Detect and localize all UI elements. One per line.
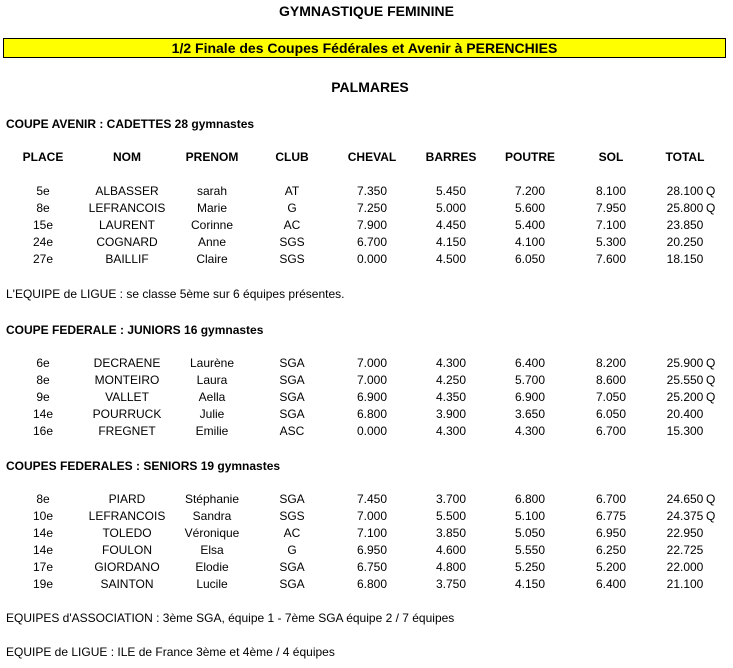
cell-barres: 3.850 xyxy=(435,526,467,540)
cell-club: SGA xyxy=(279,560,305,574)
qualified-mark: Q xyxy=(706,356,716,370)
cell-barres: 4.300 xyxy=(435,424,467,438)
cell-total: 20.250 xyxy=(666,235,704,249)
cell-club: G xyxy=(287,201,297,215)
cell-poutre: 5.400 xyxy=(514,218,546,232)
cell-prenom: Laurène xyxy=(189,356,235,370)
column-header-nom: NOM xyxy=(113,150,141,164)
page-title: GYMNASTIQUE FEMININE xyxy=(278,3,454,19)
column-header-barres: BARRES xyxy=(425,150,477,164)
cell-nom: GIORDANO xyxy=(94,560,160,574)
cell-barres: 4.450 xyxy=(435,218,467,232)
cell-place: 24e xyxy=(32,235,54,249)
cell-cheval: 7.000 xyxy=(356,356,388,370)
column-header-poutre: POUTRE xyxy=(504,150,555,164)
cell-sol: 6.700 xyxy=(595,424,627,438)
cell-cheval: 0.000 xyxy=(356,424,388,438)
cell-prenom: Sandra xyxy=(192,509,232,523)
cell-barres: 5.000 xyxy=(435,201,467,215)
cell-poutre: 6.400 xyxy=(514,356,546,370)
cell-sol: 6.775 xyxy=(595,509,627,523)
cell-nom: FOULON xyxy=(101,543,152,557)
cell-place: 27e xyxy=(32,252,54,266)
cell-sol: 5.200 xyxy=(595,560,627,574)
cell-nom: TOLEDO xyxy=(102,526,152,540)
cell-poutre: 5.600 xyxy=(514,201,546,215)
cell-cheval: 7.350 xyxy=(356,184,388,198)
cell-nom: FREGNET xyxy=(98,424,156,438)
palmares-heading: PALMARES xyxy=(331,79,409,95)
cell-cheval: 7.100 xyxy=(356,526,388,540)
cell-club: SGA xyxy=(279,407,305,421)
cell-sol: 7.100 xyxy=(595,218,627,232)
cell-place: 16e xyxy=(32,424,54,438)
cell-club: SGS xyxy=(279,235,305,249)
cell-barres: 4.350 xyxy=(435,390,467,404)
cell-total: 18.150 xyxy=(666,252,704,266)
cell-cheval: 7.250 xyxy=(356,201,388,215)
cell-total: 28.100 xyxy=(666,184,704,198)
cell-barres: 4.300 xyxy=(435,356,467,370)
cell-total: 23.850 xyxy=(666,218,704,232)
cell-sol: 8.100 xyxy=(595,184,627,198)
cell-nom: DECRAENE xyxy=(93,356,161,370)
cell-club: AT xyxy=(284,184,300,198)
cell-cheval: 6.750 xyxy=(356,560,388,574)
cell-total: 22.950 xyxy=(666,526,704,540)
cell-barres: 5.500 xyxy=(435,509,467,523)
cell-sol: 6.050 xyxy=(595,407,627,421)
cell-cheval: 6.800 xyxy=(356,577,388,591)
cell-nom: SAINTON xyxy=(100,577,154,591)
qualified-mark: Q xyxy=(706,201,716,215)
cell-nom: ALBASSER xyxy=(95,184,159,198)
cell-club: SGA xyxy=(279,577,305,591)
cell-cheval: 7.900 xyxy=(356,218,388,232)
association-teams-note: EQUIPES d'ASSOCIATION : 3ème SGA, équipe 1 - 7ème SGA équipe 2 / 7 équipes xyxy=(6,611,455,625)
cell-place: 6e xyxy=(36,356,50,370)
cell-club: ASC xyxy=(279,424,305,438)
cell-total: 24.650 xyxy=(666,492,704,506)
cell-total: 21.100 xyxy=(666,577,704,591)
cell-cheval: 6.700 xyxy=(356,235,388,249)
cell-sol: 7.050 xyxy=(595,390,627,404)
cell-poutre: 3.650 xyxy=(514,407,546,421)
cell-total: 20.400 xyxy=(666,407,704,421)
cell-club: SGA xyxy=(279,492,305,506)
cell-sol: 7.950 xyxy=(595,201,627,215)
cell-prenom: Emilie xyxy=(195,424,229,438)
cell-barres: 3.700 xyxy=(435,492,467,506)
cell-prenom: Elsa xyxy=(200,543,224,557)
cell-nom: VALLET xyxy=(105,390,149,404)
cell-nom: LEFRANCOIS xyxy=(88,509,166,523)
cell-place: 19e xyxy=(32,577,54,591)
cell-sol: 7.600 xyxy=(595,252,627,266)
cell-cheval: 7.000 xyxy=(356,509,388,523)
cell-total: 25.900 xyxy=(666,356,704,370)
column-header-cheval: CHEVAL xyxy=(347,150,397,164)
cell-sol: 8.600 xyxy=(595,373,627,387)
cell-place: 8e xyxy=(36,201,50,215)
cell-prenom: Anne xyxy=(197,235,227,249)
competition-banner: 1/2 Finale des Coupes Fédérales et Avenir à PERENCHIES xyxy=(3,38,726,58)
cell-total: 25.550 xyxy=(666,373,704,387)
cell-cheval: 6.900 xyxy=(356,390,388,404)
cell-total: 25.200 xyxy=(666,390,704,404)
cell-club: AC xyxy=(283,218,301,232)
cell-total: 25.800 xyxy=(666,201,704,215)
qualified-mark: Q xyxy=(706,373,716,387)
cell-prenom: Aella xyxy=(198,390,226,404)
cell-place: 14e xyxy=(32,526,54,540)
cell-cheval: 7.450 xyxy=(356,492,388,506)
qualified-mark: Q xyxy=(706,184,716,198)
cell-prenom: Claire xyxy=(196,252,228,266)
cell-place: 17e xyxy=(32,560,54,574)
cell-club: AC xyxy=(283,526,301,540)
section-heading-juniors: COUPE FEDERALE : JUNIORS 16 gymnastes xyxy=(6,323,264,337)
cell-poutre: 5.100 xyxy=(514,509,546,523)
cell-total: 15.300 xyxy=(666,424,704,438)
cell-poutre: 5.250 xyxy=(514,560,546,574)
column-header-prenom: PRENOM xyxy=(185,150,239,164)
cell-poutre: 6.900 xyxy=(514,390,546,404)
cell-nom: POURRUCK xyxy=(92,407,162,421)
cell-sol: 6.700 xyxy=(595,492,627,506)
column-header-club: CLUB xyxy=(275,150,309,164)
cell-cheval: 6.800 xyxy=(356,407,388,421)
cell-poutre: 6.800 xyxy=(514,492,546,506)
column-header-place: PLACE xyxy=(22,150,64,164)
cell-poutre: 4.100 xyxy=(514,235,546,249)
cell-club: SGA xyxy=(279,390,305,404)
cell-prenom: Marie xyxy=(196,201,227,215)
cell-nom: MONTEIRO xyxy=(94,373,160,387)
cell-club: SGS xyxy=(279,509,305,523)
cell-barres: 4.800 xyxy=(435,560,467,574)
cell-poutre: 5.550 xyxy=(514,543,546,557)
cell-prenom: Julie xyxy=(199,407,225,421)
cell-place: 10e xyxy=(32,509,54,523)
cell-prenom: Corinne xyxy=(190,218,234,232)
cell-nom: PIARD xyxy=(108,492,146,506)
qualified-mark: Q xyxy=(706,509,716,523)
qualified-mark: Q xyxy=(706,492,716,506)
cell-poutre: 6.050 xyxy=(514,252,546,266)
cell-club: SGA xyxy=(279,356,305,370)
cell-total: 24.375 xyxy=(666,509,704,523)
cell-sol: 6.250 xyxy=(595,543,627,557)
cell-prenom: Laura xyxy=(196,373,228,387)
cell-barres: 5.450 xyxy=(435,184,467,198)
section-heading-seniors: COUPES FEDERALES : SENIORS 19 gymnastes xyxy=(6,459,281,473)
cell-total: 22.725 xyxy=(666,543,704,557)
cell-prenom: Lucile xyxy=(196,577,228,591)
team-ranking-note-cadettes: L'EQUIPE de LIGUE : se classe 5ème sur 6 équipes présentes. xyxy=(6,287,345,301)
cell-sol: 6.950 xyxy=(595,526,627,540)
cell-sol: 6.400 xyxy=(595,577,627,591)
cell-barres: 4.600 xyxy=(435,543,467,557)
cell-barres: 4.150 xyxy=(435,235,467,249)
cell-nom: BAILLIF xyxy=(105,252,149,266)
cell-poutre: 4.150 xyxy=(514,577,546,591)
cell-place: 9e xyxy=(36,390,50,404)
column-header-total: TOTAL xyxy=(665,150,705,164)
cell-prenom: Elodie xyxy=(195,560,229,574)
cell-cheval: 0.000 xyxy=(356,252,388,266)
cell-nom: LAURENT xyxy=(98,218,155,232)
cell-place: 8e xyxy=(36,373,50,387)
column-header-sol: SOL xyxy=(598,150,624,164)
cell-place: 8e xyxy=(36,492,50,506)
cell-poutre: 5.700 xyxy=(514,373,546,387)
league-team-note: EQUIPE de LIGUE : ILE de France 3ème et 4ème / 4 équipes xyxy=(6,645,335,659)
cell-poutre: 5.050 xyxy=(514,526,546,540)
cell-sol: 5.300 xyxy=(595,235,627,249)
cell-barres: 4.250 xyxy=(435,373,467,387)
cell-club: G xyxy=(287,543,297,557)
section-heading-cadettes: COUPE AVENIR : CADETTES 28 gymnastes xyxy=(6,117,255,131)
cell-nom: COGNARD xyxy=(96,235,158,249)
cell-poutre: 4.300 xyxy=(514,424,546,438)
cell-cheval: 7.000 xyxy=(356,373,388,387)
cell-place: 15e xyxy=(32,218,54,232)
cell-cheval: 6.950 xyxy=(356,543,388,557)
cell-nom: LEFRANCOIS xyxy=(88,201,166,215)
cell-prenom: Stéphanie xyxy=(184,492,240,506)
cell-total: 22.000 xyxy=(666,560,704,574)
cell-barres: 3.900 xyxy=(435,407,467,421)
cell-place: 14e xyxy=(32,543,54,557)
cell-poutre: 7.200 xyxy=(514,184,546,198)
cell-prenom: Véronique xyxy=(184,526,240,540)
qualified-mark: Q xyxy=(706,390,716,404)
cell-prenom: sarah xyxy=(196,184,228,198)
cell-barres: 3.750 xyxy=(435,577,467,591)
cell-club: SGA xyxy=(279,373,305,387)
cell-club: SGS xyxy=(279,252,305,266)
cell-sol: 8.200 xyxy=(595,356,627,370)
cell-barres: 4.500 xyxy=(435,252,467,266)
cell-place: 5e xyxy=(36,184,50,198)
cell-place: 14e xyxy=(32,407,54,421)
